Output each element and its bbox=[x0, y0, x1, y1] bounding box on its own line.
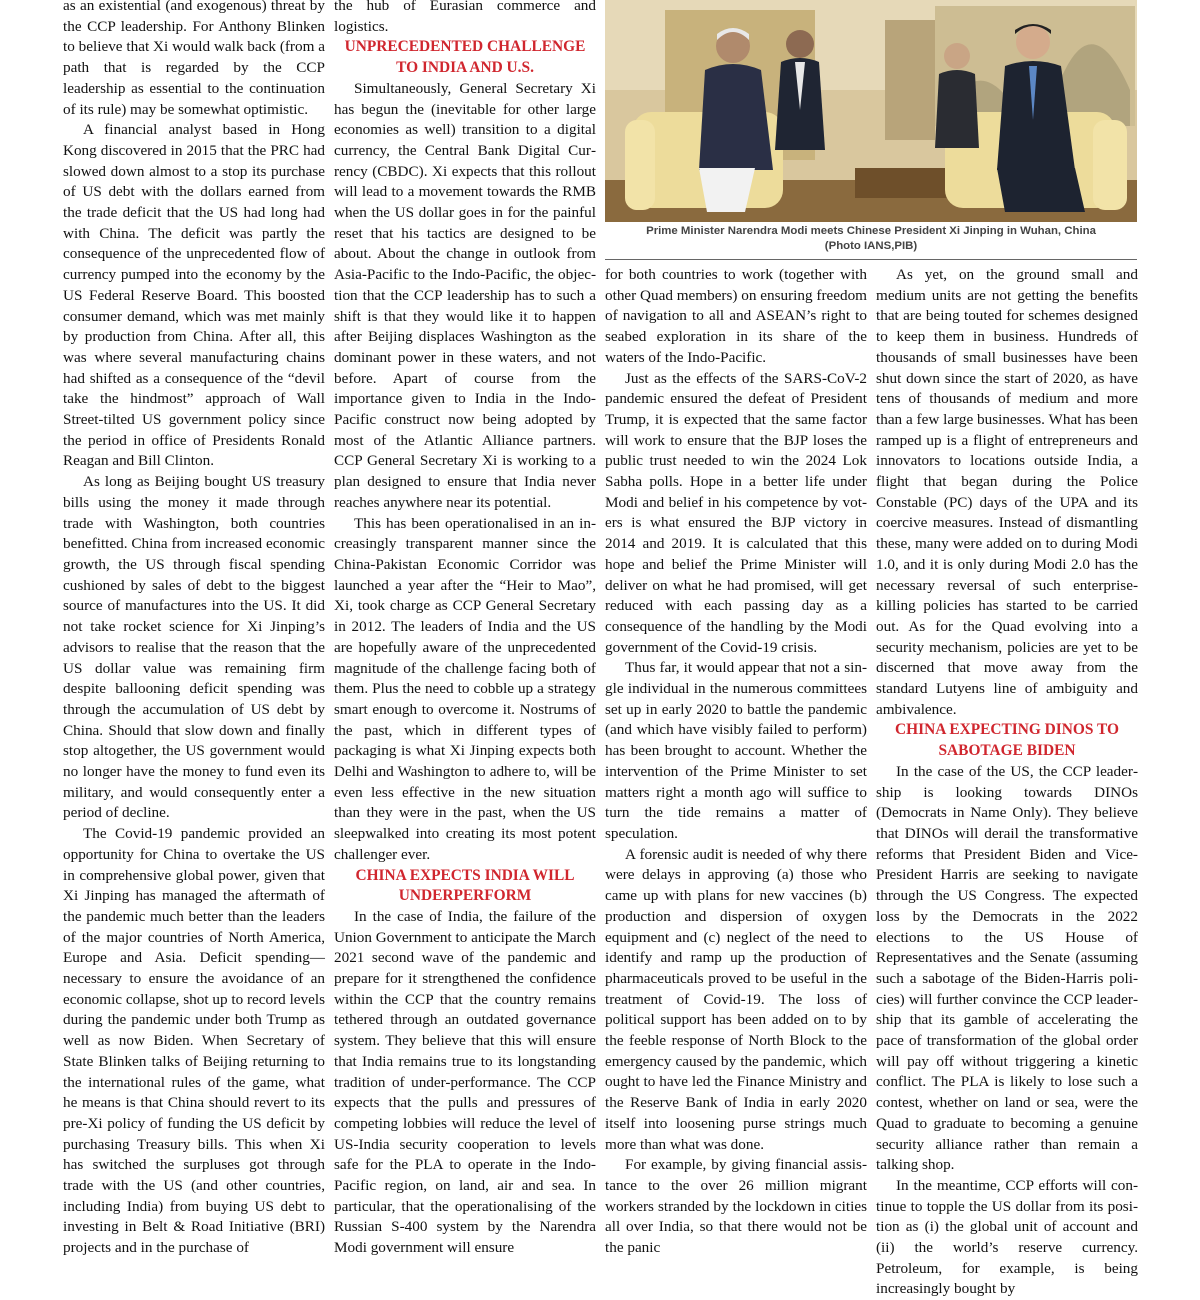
paragraph: Just as the effects of the SARS-CoV-2 pandemic ensured the defeat of President Trump, it is expected that the same factor will work to ensure that the BJP loses the public trust needed to win the 2024 Lok Sabha polls. Hope in a better life under Modi and belief in his competence by voters is what ensured the BJP victory in 2014 and 2019. It is calculated that this hope and belief the Prime Minister will deliver on what he had promised, will get reduced with each passing day as a consequence of the handling by the Modi government of the Covid-19 crisis. bbox=[605, 369, 867, 656]
section-heading: UNPRECEDENTED CHALLENGE TO INDIA AND U.S. bbox=[344, 38, 586, 77]
paragraph: In the meantime, CCP efforts will continue to topple the US dollar from its position as (i) the global unit of account and (ii) the world’s reserve currency. Petroleum, for example, is being increasingly bought by bbox=[876, 1176, 1138, 1298]
article-column-3 bbox=[605, 265, 867, 1257]
photo-caption bbox=[605, 224, 1137, 253]
paragraph: As long as Beijing bought US treasury bills using the money it made through trade with Washington, both countries benefitted. China from increased economic growth, the US through fiscal spending cushioned by sales of debt to the biggest source of manufactures into the US. It did not take rocket science for Xi Jinping’s advisors to realise that the reason that the US dollar value was remaining firm despite ballooning deficit spending was through the accumulation of US debt by China. Should that slow down and finally stop altogether, the US government would no longer have the money to fund even its military, and would consequently enter a period of decline. bbox=[63, 473, 325, 822]
paragraph: A financial analyst based in Hong Kong discovered in 2015 that the PRC had slowed down almost to a stop its purchase of US debt with the dollars earned from the trade deficit that the US had long had with China. The deficit was partly the consequence of the unprecedented flow of currency pumped into the economy by the US Federal Reserve Board. This boosted consumer demand, which was met mainly by production from China. After all, this was where several manufacturing chains had shifted as a consequence of the “devil take the hindmost” approach of Wall Street-tilted US government policy since the period in office of Presidents Ronald Reagan and Bill Clinton. bbox=[63, 121, 325, 470]
meeting-photo-illustration bbox=[605, 0, 1137, 222]
paragraph: as an existential (and exogenous) threat by the CCP leadership. For Anthony Blinken to believe that Xi would walk back (from a path that is regarded by the CCP leadership as essential to the continuation of its rule) may be somewhat optimistic. bbox=[63, 0, 325, 118]
paragraph: for both countries to work (together with other Quad members) on ensuring freedom of navigation to all and ASEAN’s right to seabed exploration in its share of the waters of the Indo-Pacific. bbox=[605, 266, 867, 366]
paragraph: For example, by giving financial assistance to the over 26 million migrant workers stranded by the lockdown in cities all over India, so that there would not be the panic bbox=[605, 1156, 867, 1257]
paragraph: In the case of India, the failure of the Union Government to anticipate the March 2021 second wave of the pandemic and prepare for it strengthened the confidence within the CCP that the country remains tethered through an outdated governance system. They believe that this will ensure that India remains true to its longstanding tradition of under-performance. The CCP expects that the pulls and pressures of competing lobbies will reduce the level of US-India security cooperation to levels safe for the PLA to operate in the Indo-Pacific region, on land, air and sea. In particular, that the operationalising of the Russian S-400 system by the Narendra Modi government will ensure bbox=[334, 907, 596, 1257]
photo-block bbox=[605, 0, 1137, 258]
meeting-photo bbox=[605, 0, 1137, 222]
article-column-4 bbox=[876, 265, 1138, 1298]
paragraph: Thus far, it would appear that not a single individual in the numerous committees set up in early 2020 to battle the pandemic (and which have visibly failed to perform) has been brought to account. Whether the intervention of the Prime Minister to set matters right a month ago will suffice to turn the tide remains a matter of speculation. bbox=[605, 659, 867, 842]
paragraph: The Covid-19 pandemic provided an opportunity for China to overtake the US in comprehensive global power, given that Xi Jinping has managed the aftermath of the pandemic much better than the leaders of the major countries of North America, Europe and Asia. Deficit spending—necessary to ensure the avoidance of an economic collapse, shot up to record levels during the pandemic under both Trump as well as now Biden. When Secretary of State Blinken talks of Beijing returning to the international rules of the game, what he means is that China should revert to its pre-Xi policy of funding the US deficit by purchasing Treasury bills. This when Xi has switched the surpluses got through trade with the US (and other countries, including India) from buying US debt to investing in Belt & Road Initiative (BRI) projects and in the purchase of bbox=[63, 825, 325, 1257]
paragraph: the hub of Eurasian commerce and logistics. bbox=[334, 0, 596, 35]
photo-credit: (Photo IANS,PIB) bbox=[824, 239, 918, 252]
section-heading: CHINA EXPECTING DINOS TO SABOTAGE BIDEN bbox=[895, 721, 1119, 760]
caption-divider bbox=[605, 259, 1137, 260]
paragraph: A forensic audit is needed of why there were delays in approving (a) those who came up with plans for new vaccines (b) production and dispersion of oxygen equipment and (c) neglect of the need to identify and ramp up the production of pharmaceuticals proved to be useful in the treatment of Covid-19. The loss of political support has been added on to by the feeble response of North Block to the emergency caused by the pandemic, which ought to have led the Finance Ministry and the Reserve Bank of India in early 2020 itself into loosening purse strings much more than what was done. bbox=[605, 845, 867, 1153]
paragraph: In the case of the US, the CCP leadership is looking towards DINOs (Democrats in Name Only). They believe that DINOs will derail the transformative reforms that President Biden and Vice-President Harris are seeking to navigate through the US Congress. The expected loss by the Democrats in the 2022 elections to the US House of Representatives and the Senate (assuming such a sabotage of the Biden-Harris policies) will further convince the CCP leadership that its gamble of accelerating the pace of transformation of the global order will pay off without triggering a kinetic conflict. The PLA is likely to lose such a contest, whether on land or sea, were the Quad to graduate to becoming a genuine security alliance rather than remain a talking shop. bbox=[876, 762, 1138, 1174]
section-heading: CHINA EXPECTS INDIA WILL UNDERPERFORM bbox=[355, 866, 575, 905]
paragraph: As yet, on the ground small and medium units are not getting the benefits that are being touted for schemes designed to keep them in business. Hundreds of thousands of small businesses have been shut down since the start of 2020, as have tens of thousands of medium and more than a few large businesses. What has been ramped up is a flight of entrepreneurs and innovators to locations outside India, a flight that began during the Police Constable (PC) days of the UPA and its coercive measures. Instead of dismantling these, many were added on to during Modi 1.0, and it is only during Modi 2.0 has the necessary reversal of such enterprise-killing policies has started to be carried out. As for the Quad evolving into a security mechanism, policies are yet to be discerned that move away from the standard Lutyens line of ambiguity and ambivalence. bbox=[876, 266, 1138, 718]
article-column-2 bbox=[334, 0, 596, 1257]
paragraph: This has been operationalised in an increasingly transparent manner since the China-Pakistan Economic Corridor was launched a year after the “Heir to Mao”, Xi, took charge as CCP General Secretary in 2012. The leaders of India and the US are hopefully aware of the unprecedented magnitude of the challenge facing both of them. Plus the need to cobble up a strategy smart enough to overcome it. Nostrums of the past, which in different types of packaging is what Xi Jinping expects both Delhi and Washington to adhere to, will be even less effective in the new situation than they were in the past, when the US sleepwalked into creating its most potent challenger ever. bbox=[334, 514, 596, 863]
paragraph: Simultaneously, General Secretary Xi has begun the (inevitable for other large economies as well) transition to a digital currency, the Central Bank Digital Currency (CBDC). Xi expects that this rollout will lead to a movement towards the RMB when the US dollar goes in for the painful reset that his tactics are designed to be about. About the change in outlook from Asia-Pacific to the Indo-Pacific, the objection that the CCP leadership has to such a shift is that they would like it to happen after Beijing displaces Washington as the dominant power in these waters, and not before. Apart of course from the importance given to India in the Indo-Pacific construct now being adopted by most of the Atlantic Alliance partners. CCP General Secretary Xi is working to a plan designed to ensure that India never reaches anywhere near its potential. bbox=[334, 79, 596, 511]
photo-caption-text: Prime Minister Narendra Modi meets Chinese President Xi Jinping in Wuhan, China bbox=[646, 225, 1096, 237]
article-column-1 bbox=[63, 0, 325, 1257]
